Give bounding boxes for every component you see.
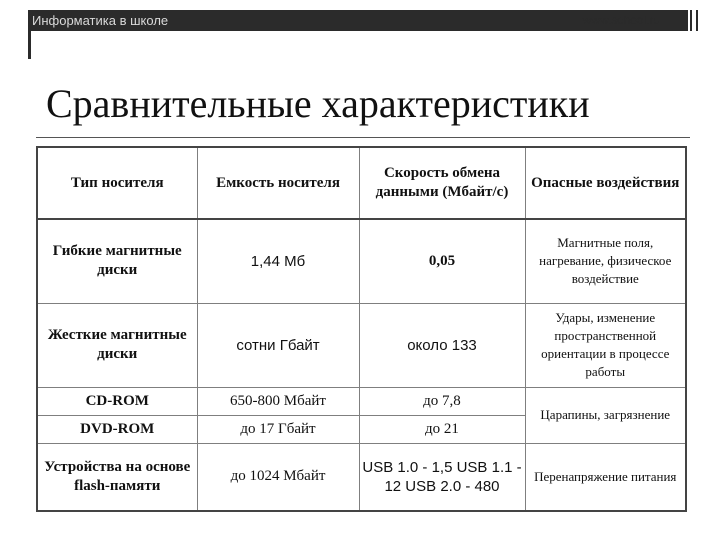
cell-media-type: CD-ROM xyxy=(37,387,197,415)
header-hazards: Опасные воздействия xyxy=(525,147,686,219)
header-speed: Скорость обмена данными (Мбайт/с) xyxy=(359,147,525,219)
cell-media-type: Гибкие магнитные диски xyxy=(37,219,197,303)
cell-speed: около 133 xyxy=(359,303,525,387)
comparison-table xyxy=(36,146,687,512)
slide-title: Сравнительные характеристики xyxy=(46,81,590,126)
site-link[interactable]: www.school.ru xyxy=(582,13,660,27)
cell-speed: USB 1.0 - 1,5 USB 1.1 - 12 USB 2.0 - 480 xyxy=(359,443,525,511)
cell-capacity: до 1024 Мбайт xyxy=(197,443,359,511)
cell-hazards: Царапины, загрязнение xyxy=(525,387,686,443)
header-capacity: Емкость носителя xyxy=(197,147,359,219)
table-row xyxy=(37,387,686,415)
cell-capacity: до 17 Гбайт xyxy=(197,415,359,443)
course-name: Информатика в школе xyxy=(32,13,169,28)
table-row xyxy=(37,219,686,303)
header-endcap xyxy=(690,10,698,31)
cell-media-type: Жесткие магнитные диски xyxy=(37,303,197,387)
cell-hazards: Удары, изменение пространственной ориентации в процессе работы xyxy=(525,303,686,387)
cell-capacity: сотни Гбайт xyxy=(197,303,359,387)
cell-media-type: DVD-ROM xyxy=(37,415,197,443)
title-divider xyxy=(36,137,690,138)
cell-speed: до 21 xyxy=(359,415,525,443)
left-accent-bar xyxy=(28,31,31,59)
table-header-row xyxy=(37,147,686,219)
header-media-type: Тип носителя xyxy=(37,147,197,219)
table-row xyxy=(37,443,686,511)
cell-media-type: Устройства на основе flash-памяти xyxy=(37,443,197,511)
cell-capacity: 1,44 Мб xyxy=(197,219,359,303)
table-row xyxy=(37,303,686,387)
cell-speed: до 7,8 xyxy=(359,387,525,415)
cell-speed: 0,05 xyxy=(359,219,525,303)
header-bar xyxy=(28,10,688,31)
cell-hazards: Перенапряжение питания xyxy=(525,443,686,511)
cell-capacity: 650-800 Мбайт xyxy=(197,387,359,415)
cell-hazards: Магнитные поля, нагревание, физическое воздействие xyxy=(525,219,686,303)
